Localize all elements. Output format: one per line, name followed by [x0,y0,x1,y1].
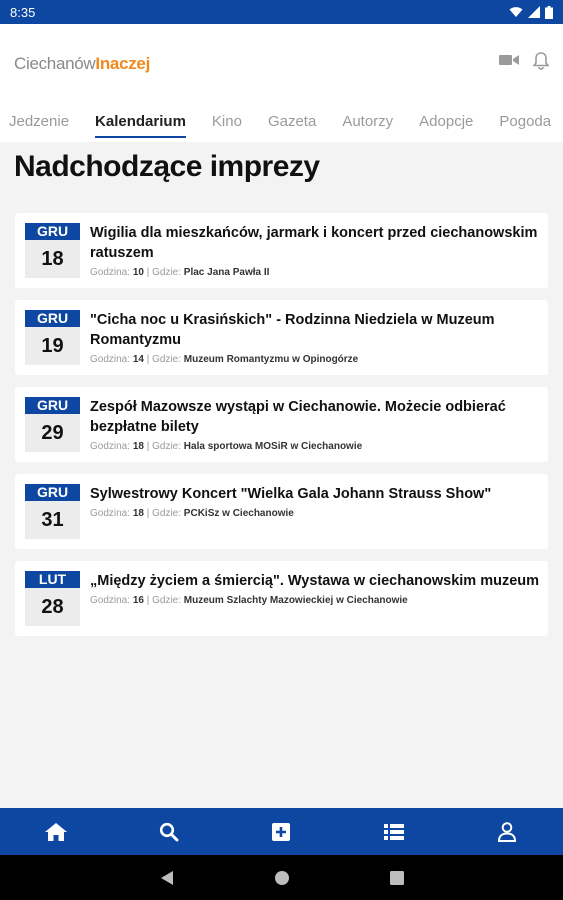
event-meta [90,267,540,278]
event-title[interactable]: Zespół Mazowsze wystąpi w Ciechanowie. Możecie odbierać bezpłatne bilety [90,399,506,435]
event-month: GRU [25,310,80,327]
hour-label: Godzina: [90,267,131,278]
separator: | [146,441,150,452]
place-label: Gdzie: [152,595,182,606]
tab-kalendarium[interactable]: Kalendarium [82,104,199,140]
bottom-nav [0,808,563,855]
event-meta [90,595,540,606]
event-hour: 10 [132,267,144,278]
event-title[interactable]: Sylwestrowy Koncert "Wielka Gala Johann Strauss Show" [90,486,492,502]
event-hour: 14 [132,354,144,365]
event-meta [90,354,540,365]
event-place: Muzeum Romantyzmu w Opinogórze [183,354,359,365]
recents-icon[interactable] [390,871,404,885]
home-circle-icon[interactable] [274,870,290,886]
back-icon[interactable] [160,870,174,886]
page-title: Nadchodzące imprezy [14,150,320,183]
event-info [80,223,540,278]
status-bar [0,0,563,24]
separator: | [146,508,150,519]
event-title[interactable]: Wigilia dla mieszkańców, jarmark i koncert przed ciechanowskim ratuszem [90,225,538,261]
event-date [25,484,80,539]
hour-label: Godzina: [90,354,131,365]
event-hour: 18 [132,508,144,519]
event-month: GRU [25,397,80,414]
event-info [80,484,540,539]
event-title[interactable]: „Między życiem a śmiercią". Wystawa w ciechanowskim muzeum [90,573,540,589]
video-camera-icon[interactable] [499,52,519,68]
event-hour: 16 [132,595,144,606]
home-icon [45,823,67,841]
nav-list[interactable] [374,812,414,852]
event-month: GRU [25,484,80,501]
event-title[interactable]: "Cicha noc u Krasińskich" - Rodzinna Niedziela w Muzeum Romantyzmu [90,312,495,348]
separator: | [146,595,150,606]
place-label: Gdzie: [152,354,182,365]
place-label: Gdzie: [152,267,182,278]
event-place: Hala sportowa MOSiR w Ciechanowie [183,441,363,452]
event-day: 19 [25,327,80,365]
tab-pogoda[interactable]: Pogoda [499,113,552,130]
app-header [0,24,563,102]
hour-label: Godzina: [90,595,131,606]
event-place: Plac Jana Pawła II [183,267,270,278]
wifi-icon [509,6,523,18]
profile-icon [498,822,516,842]
nav-profile[interactable] [487,812,527,852]
event-info [80,310,540,365]
signal-icon [528,6,540,18]
logo-text-part1: Ciechanów [14,54,96,73]
event-place: Muzeum Szlachty Mazowieckiej w Ciechanowie [183,595,408,606]
status-icons [509,6,553,19]
nav-search[interactable] [149,812,189,852]
event-info [80,571,540,626]
event-day: 29 [25,414,80,452]
event-day: 28 [25,588,80,626]
event-list [15,213,548,648]
tab-gazeta[interactable]: Gazeta [267,113,317,130]
event-date [25,397,80,452]
separator: | [146,267,150,278]
event-meta [90,441,540,452]
event-card[interactable] [15,474,548,549]
category-tabs [0,102,563,142]
bell-icon[interactable] [533,52,549,70]
event-card[interactable] [15,300,548,375]
event-info [80,397,540,452]
tab-kino[interactable]: Kino [211,113,242,130]
hour-label: Godzina: [90,441,131,452]
event-month: LUT [25,571,80,588]
logo-text-part2: Inaczej [95,54,151,73]
list-icon [384,824,404,840]
place-label: Gdzie: [152,508,182,519]
event-card[interactable] [15,213,548,288]
hour-label: Godzina: [90,508,131,519]
event-day: 18 [25,240,80,278]
app-logo[interactable] [14,54,150,74]
battery-icon [545,6,553,19]
place-label: Gdzie: [152,441,182,452]
tab-autorzy[interactable]: Autorzy [342,113,394,130]
separator: | [146,354,150,365]
event-card[interactable] [15,387,548,462]
nav-add[interactable] [261,812,301,852]
event-place: PCKiSz w Ciechanowie [183,508,294,519]
header-actions [499,52,549,70]
event-hour: 18 [132,441,144,452]
event-meta [90,508,540,519]
event-month: GRU [25,223,80,240]
event-date [25,571,80,626]
tab-adopcje[interactable]: Adopcje [419,113,474,130]
clock: 8:35 [10,4,36,20]
search-icon [159,822,179,842]
event-date [25,223,80,278]
system-nav [0,855,563,900]
add-icon [272,823,290,841]
event-date [25,310,80,365]
tab-jedzenie[interactable]: Jedzenie [9,113,70,130]
event-card[interactable] [15,561,548,636]
nav-home[interactable] [36,812,76,852]
event-day: 31 [25,501,80,539]
